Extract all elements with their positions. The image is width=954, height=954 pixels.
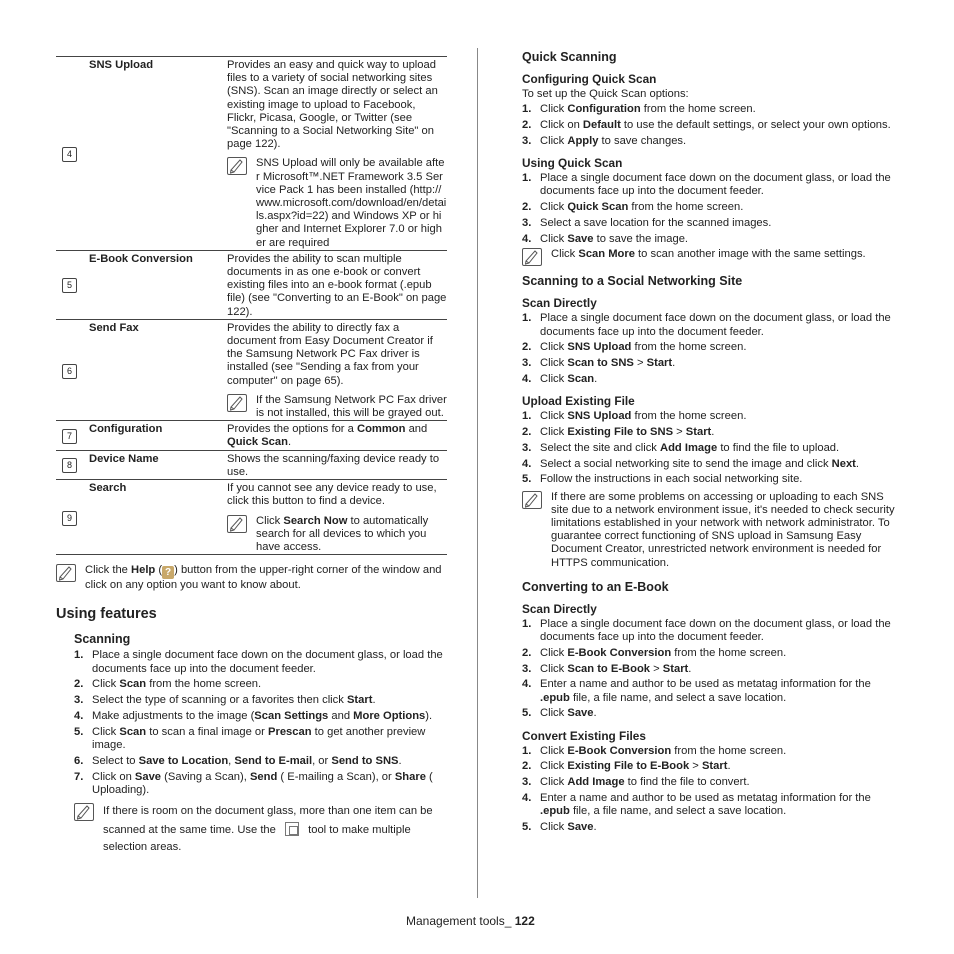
config-steps bbox=[522, 103, 902, 148]
page-footer bbox=[406, 914, 535, 928]
list-item: 1. Click Configuration from the home screen. bbox=[522, 103, 756, 116]
subsection-title: Scanning bbox=[74, 632, 131, 647]
subsection-title: Scan Directly bbox=[522, 296, 597, 311]
list-item: 2. Click SNS Upload from the home screen. bbox=[522, 341, 747, 354]
list-item: 5. Follow the instructions in each social networking site. bbox=[522, 473, 803, 486]
note-text: SNS Upload will only be available after Microsoft™.NET Framework 3.5 Service Pack 1 has been installed (http://www.microsoft.com/download/en/details.aspx?id=22) and Windows XP or higher and Internet Explorer 7.0 or higher are required bbox=[256, 157, 447, 249]
note-pencil-icon bbox=[74, 803, 103, 856]
footer-section: Management tools_ bbox=[406, 914, 515, 928]
option-description: Provides the ability to scan multiple documents in as one e-book or convert existing files into an e-book format (.epub file) (see "Converting to an E-Book" on page 122). bbox=[227, 250, 447, 319]
list-item: 3. Click Add Image to find the file to convert. bbox=[522, 776, 750, 789]
note-pencil-icon bbox=[56, 564, 85, 592]
quick-scan-steps bbox=[522, 172, 902, 246]
list-item: 3. Click Scan to SNS > Start. bbox=[522, 357, 676, 370]
intro-text: To set up the Quick Scan options: bbox=[522, 88, 689, 100]
multi-select-tool-icon bbox=[285, 822, 299, 836]
note-pencil-icon bbox=[227, 515, 256, 555]
subsection-title: Scan Directly bbox=[522, 601, 597, 616]
note bbox=[227, 394, 447, 420]
list-item: 1. Click E-Book Conversion from the home screen. bbox=[522, 744, 787, 757]
list-item: 2. Click Quick Scan from the home screen. bbox=[522, 201, 744, 213]
table-row bbox=[56, 250, 447, 319]
note-text: Click the Help ( ? ) button from the upper-right corner of the window and click on any option you want to know about. bbox=[85, 564, 442, 592]
list-item: 4. Click Save to save the image. bbox=[522, 232, 689, 245]
table-row bbox=[56, 450, 447, 479]
list-item: 3. Click Apply to save changes. bbox=[522, 134, 687, 147]
list-item: 4. Click Scan. bbox=[522, 372, 598, 385]
section-title: Quick Scanning bbox=[522, 50, 617, 64]
ebook-direct-steps bbox=[522, 618, 902, 721]
list-item: 1. Place a single document face down on the document glass, or load the documents face up into the document feeder. bbox=[522, 312, 891, 338]
note-pencil-icon bbox=[522, 248, 551, 266]
sns-note bbox=[522, 491, 902, 570]
quick-scan-note bbox=[522, 248, 902, 266]
list-item: 2. Click Existing File to SNS > Start. bbox=[522, 425, 715, 438]
subsection-title: Upload Existing File bbox=[522, 394, 635, 409]
scan-note bbox=[74, 803, 447, 856]
list-item: 5. Click Save. bbox=[522, 707, 597, 720]
table-row bbox=[56, 480, 447, 555]
list-item: 6. Select to Save to Location, Send to E-mail, or Send to SNS. bbox=[74, 754, 402, 767]
row-number: 6 bbox=[62, 364, 77, 379]
list-item: 4. Select a social networking site to send the image and click Next. bbox=[522, 457, 860, 470]
right-column bbox=[522, 50, 902, 837]
list-item: 4. Enter a name and author to be used as metatag information for the .epub file, a file name, and select a save location. bbox=[522, 678, 871, 704]
row-number: 5 bbox=[62, 278, 77, 293]
list-item: 3. Select the site and click Add Image to find the file to upload. bbox=[522, 441, 840, 454]
list-item: 7. Click on Save (Saving a Scan), Send ( E-mailing a Scan), or Share ( Uploading). bbox=[74, 770, 433, 796]
option-name: Send Fax bbox=[89, 319, 227, 420]
option-name: SNS Upload bbox=[89, 57, 227, 251]
option-name: E-Book Conversion bbox=[89, 250, 227, 319]
row-number: 9 bbox=[62, 511, 77, 526]
table-row bbox=[56, 319, 447, 420]
ebook-convert-steps bbox=[522, 745, 902, 835]
question-icon: ? bbox=[162, 566, 174, 579]
option-description: Provides an easy and quick way to upload files to a variety of social networking sites (SNS). Scan an image directly or select an existing image to upload to Facebook, Flickr, Picasa, Google, or Twitter (see "Scanning to a Social Networking Site" on page 122). bbox=[227, 59, 438, 151]
section-title: Converting to an E-Book bbox=[522, 579, 669, 594]
page-number: 122 bbox=[514, 914, 535, 928]
table-row bbox=[56, 57, 447, 251]
subsection-title: Configuring Quick Scan bbox=[522, 72, 657, 86]
list-item: 4. Make adjustments to the image (Scan Settings and More Options). bbox=[74, 709, 433, 722]
options-table bbox=[56, 56, 447, 555]
table-row bbox=[56, 421, 447, 450]
subsection-title: Convert Existing Files bbox=[522, 728, 646, 743]
list-item: 1. Click SNS Upload from the home screen. bbox=[522, 410, 747, 423]
option-description: If you cannot see any device ready to use, click this button to find a device. bbox=[227, 482, 437, 508]
list-item: 3. Select the type of scanning or a favorites then click Start. bbox=[74, 694, 376, 707]
option-description: Shows the scanning/faxing device ready to use. bbox=[227, 450, 447, 479]
option-name: Search bbox=[89, 480, 227, 555]
list-item: 2. Click on Default to use the default settings, or select your own options. bbox=[522, 119, 891, 131]
list-item: 2. Click Existing File to E-Book > Start. bbox=[522, 760, 731, 773]
list-item: 3. Click Scan to E-Book > Start. bbox=[522, 662, 692, 675]
note-text: If there are some problems on accessing or uploading to each SNS site due to a network environment issue, it's needed to check security limitations established in your network with network administrator. To guarantee correct functioning of SNS upload in Samsung Easy Document Creator, unrestricted network environment is needed for HTTPS communication. bbox=[551, 490, 895, 569]
option-name: Device Name bbox=[89, 450, 227, 479]
row-number: 4 bbox=[62, 147, 77, 162]
note-pencil-icon bbox=[522, 491, 551, 570]
row-number: 7 bbox=[62, 429, 77, 444]
sns-direct-steps bbox=[522, 312, 902, 386]
note-text: If there is room on the document glass, more than one item can be scanned at the same time. Use the tool to make multiple selection areas. bbox=[103, 804, 433, 853]
column-divider bbox=[477, 48, 478, 898]
row-number: 8 bbox=[62, 458, 77, 473]
note-pencil-icon bbox=[227, 394, 256, 420]
note-text: If the Samsung Network PC Fax driver is not installed, this will be grayed out. bbox=[256, 393, 447, 420]
list-item: 4. Enter a name and author to be used as metatag information for the .epub file, a file name, and select a save location. bbox=[522, 791, 871, 818]
sns-upload-steps bbox=[522, 410, 902, 486]
section-title: Using features bbox=[56, 606, 157, 623]
option-description: Provides the options for a Common and Quick Scan. bbox=[227, 421, 447, 450]
help-note bbox=[56, 564, 447, 592]
list-item: 2. Click E-Book Conversion from the home screen. bbox=[522, 646, 787, 659]
list-item: 1. Place a single document face down on the document glass, or load the documents face up into the document feeder. bbox=[522, 172, 891, 198]
list-item: 3. Select a save location for the scanned images. bbox=[522, 216, 772, 229]
list-item: 5. Click Scan to scan a final image or Prescan to get another preview image. bbox=[74, 725, 426, 751]
scanning-steps bbox=[74, 649, 447, 797]
subsection-title: Using Quick Scan bbox=[522, 156, 623, 170]
list-item: 5. Click Save. bbox=[522, 820, 597, 833]
left-column bbox=[56, 56, 447, 856]
note bbox=[227, 515, 447, 555]
note bbox=[227, 157, 447, 249]
list-item: 2. Click Scan from the home screen. bbox=[74, 678, 262, 691]
note-pencil-icon bbox=[227, 157, 256, 249]
option-description: Provides the ability to directly fax a document from Easy Document Creator if the Samsung Network PC Fax driver is installed (see "Sending a fax from your computer" on page 65). bbox=[227, 321, 433, 387]
note-text: Click Search Now to automatically search for all devices to which you have access. bbox=[256, 514, 429, 553]
option-name: Configuration bbox=[89, 421, 227, 450]
section-title: Scanning to a Social Networking Site bbox=[522, 274, 743, 289]
list-item: 1. Place a single document face down on the document glass, or load the documents face up into the document feeder. bbox=[522, 617, 891, 643]
note-text: Click Scan More to scan another image with the same settings. bbox=[551, 248, 866, 261]
list-item: 1. Place a single document face down on the document glass, or load the documents face up into the document feeder. bbox=[74, 649, 443, 675]
